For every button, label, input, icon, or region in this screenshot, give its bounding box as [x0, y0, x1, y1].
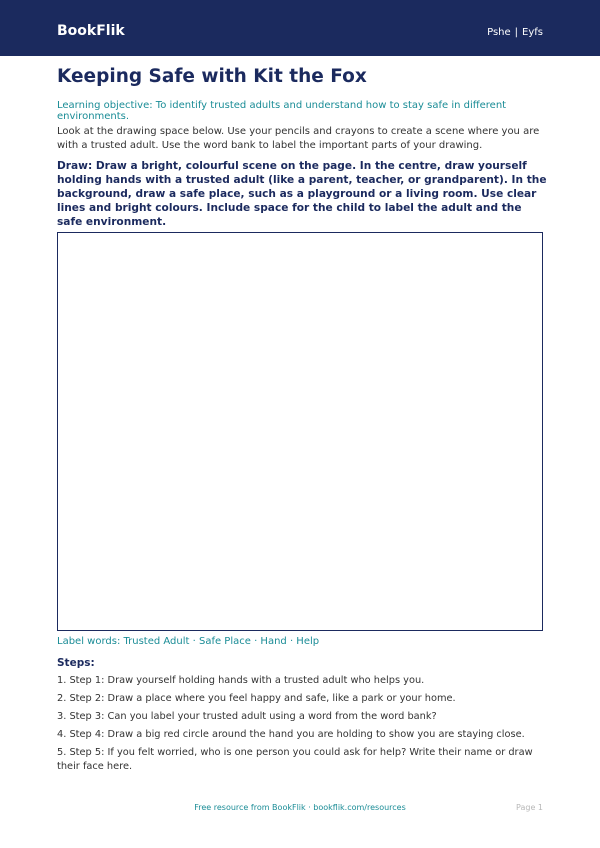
header-bar: [0, 0, 600, 56]
tag-separator: |: [514, 27, 519, 38]
step-item: 2. Step 2: Draw a place where you feel happy and safe, like a park or your home.: [57, 693, 456, 704]
subject-tags: [487, 27, 543, 38]
steps-heading: Steps:: [57, 657, 95, 669]
step-item: 5. Step 5: If you felt worried, who is one person you could ask for help? Write their name or draw their face here.: [57, 747, 533, 772]
intro-text: Look at the drawing space below. Use your pencils and crayons to create a scene where you are with a trusted adult. Use the word bank to label the important parts of your drawing.: [57, 126, 540, 151]
page-title: Keeping Safe with Kit the Fox: [57, 66, 367, 87]
footer-credit[interactable]: Free resource from BookFlik · bookflik.com/resources: [194, 803, 406, 812]
word-bank: Label words: Trusted Adult · Safe Place · Hand · Help: [57, 636, 320, 647]
steps-list: [57, 674, 543, 778]
brand-logo[interactable]: BookFlik: [57, 23, 125, 39]
page-number: Page 1: [516, 803, 543, 812]
learning-objective: Learning objective: To identify trusted adults and understand how to stay safe in different environments.: [57, 100, 507, 122]
step-item: 3. Step 3: Can you label your trusted adult using a word from the word bank?: [57, 711, 437, 722]
stage-tag: Eyfs: [522, 27, 543, 38]
step-item: 4. Step 4: Draw a big red circle around the hand you are holding to show you are staying close.: [57, 729, 525, 740]
subject-tag: Pshe: [487, 27, 511, 38]
draw-instructions: Draw: Draw a bright, colourful scene on the page. In the centre, draw yourself holding hands with a trusted adult (like a parent, teacher, or grandparent). In the background, draw a safe place, such as a playground or a living room. Use clear lines and bright colours. Include space for the child to label the adult and the safe environment.: [57, 160, 547, 228]
step-item: 1. Step 1: Draw yourself holding hands with a trusted adult who helps you.: [57, 675, 425, 686]
drawing-area[interactable]: [57, 232, 543, 631]
